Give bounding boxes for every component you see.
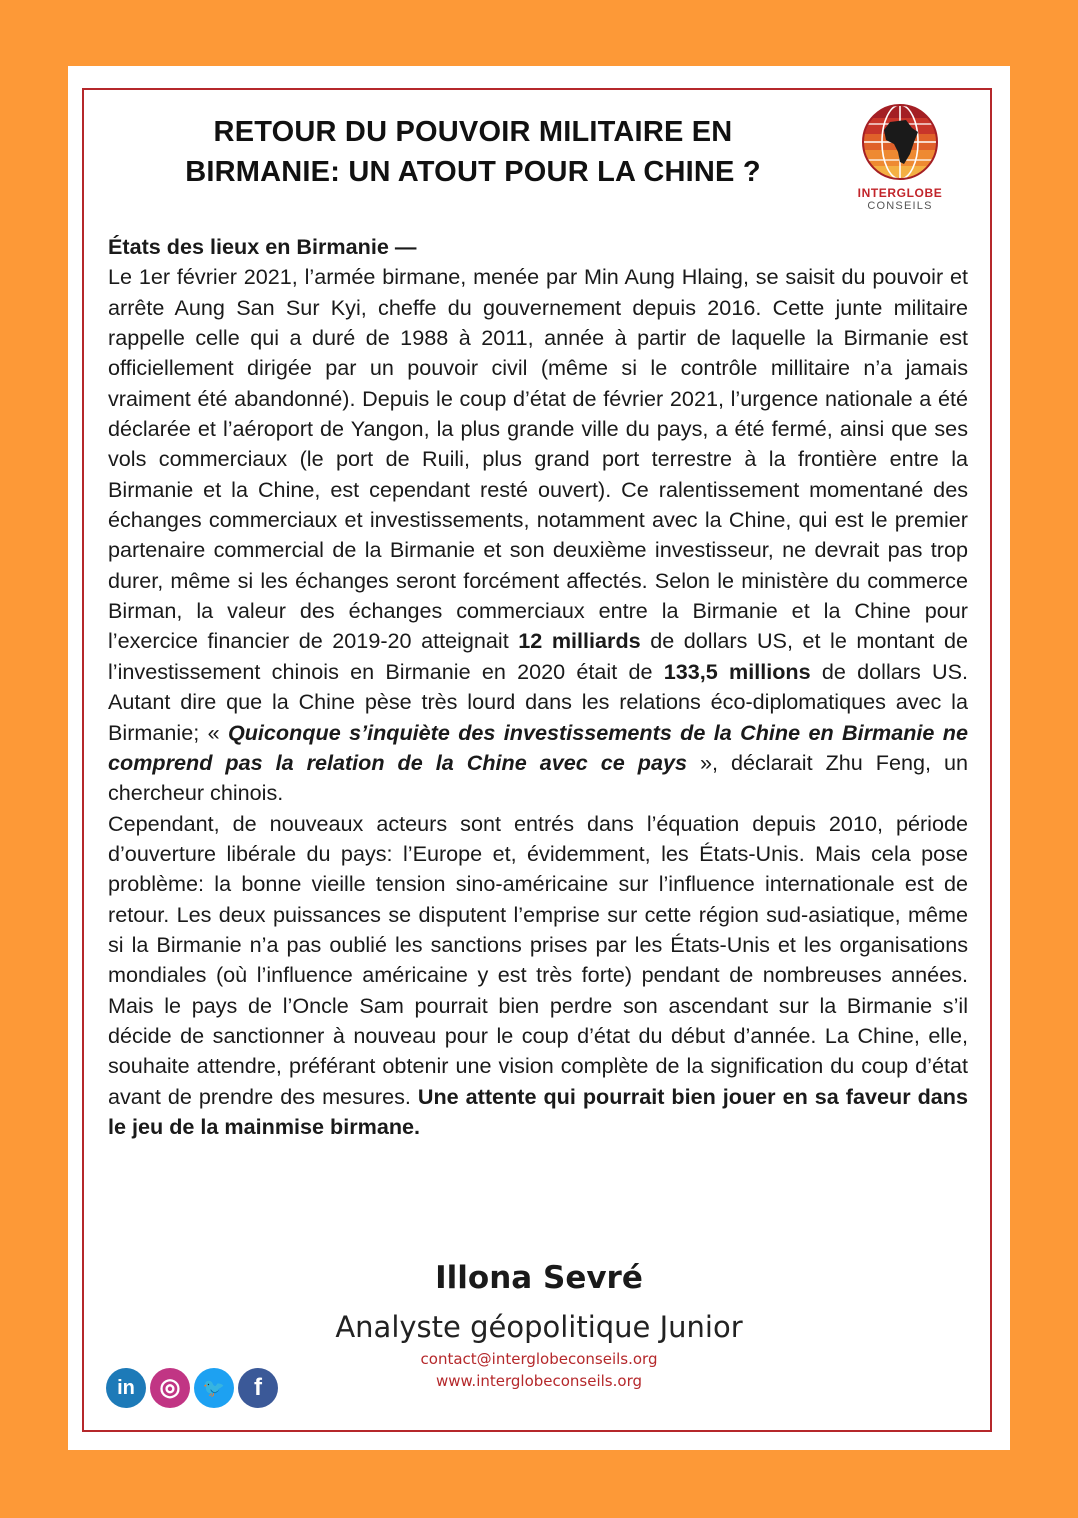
p1-text-1: Le 1er février 2021, l’armée birmane, menée par Min Aung Hlaing, se saisit du pouvoir et arrête Aung San Sur Kyi, cheffe du gouvernement depuis 2016. Cette junte militaire rappelle celle qui a duré de 1988 à 2011, année à partir de laquelle la Birmanie est officiellement dirigée par un pouvoir civil (même si le contrôle millitaire n’a jamais vraiment été abandonné). Depuis le coup d’état de février 2021, l’urgence nationale a été déclarée et l’aéroport de Yangon, la plus grande ville du pays, a été fermé, ainsi que ses vols commerciaux (le port de Ruili, plus grand port terrestre à la frontière entre la Birmanie et la Chine, est cependant resté ouvert). Ce ralentissement momentané des échanges commerciaux et investissements, notamment avec la Chine, qui est le premier partenaire commercial de la Birmanie et son deuxième investisseur, ne devrait pas trop durer, même si les échanges seront forcément affectés. Selon le ministère du commerce Birman, la valeur des échanges commerciaux entre la Birmanie et la Chine pour l’exercice financier de 2019-20 atteignait	[108, 264, 968, 654]
facebook-icon[interactable]: f	[238, 1368, 278, 1408]
p1-quote: Quiconque s’inquiète des investissements de la Chine en Birmanie ne comprend pas la relation de la Chine avec ce pays	[108, 719, 968, 775]
linkedin-icon[interactable]: in	[106, 1368, 146, 1408]
p1-text-3: de dollars US. Autant dire que la Chine pèse très lourd dans les relations éco-diplomatiques avec la Birmanie; «	[108, 658, 968, 745]
paragraph-1	[108, 262, 968, 808]
logo-name: INTERGLOBE	[857, 186, 943, 200]
author-role: Analyste géopolitique Junior	[335, 1310, 743, 1344]
globe-africa-icon	[860, 102, 940, 182]
p2-bold-1: Une attente qui pourrait bien jouer en sa faveur dans le jeu de la mainmise birmane.	[108, 1083, 968, 1139]
p1-text-4: », déclarait Zhu Feng, un chercheur chinois.	[108, 749, 968, 806]
contact-website[interactable]: www.interglobeconseils.org	[436, 1372, 642, 1390]
article-title	[108, 112, 838, 192]
page-sheet	[68, 66, 1010, 1450]
p2-text-1: Cependant, de nouveaux acteurs sont entrés dans l’équation depuis 2010, période d’ouverture libérale du pays: l’Europe et, évidemment, les États-Unis. Mais cela pose problème: la bonne vieille tension sino-américaine sur l’influence internationale est de retour. Les deux puissances se disputent l’emprise sur cette région sud-asiatique, même si la Birmanie n’a pas oublié les sanctions prises par les États-Unis et les organisations mondiales (où l’influence américaine y est très forte) pendant de nombreuses années. Mais le pays de l’Oncle Sam pourrait bien perdre son ascendant sur la Birmanie s’il décide de sanctionner à nouveau pour le coup d’état du début d’année. La Chine, elle, souhaite attendre, préférant obtenir une vision complète de la signification du coup d’état avant de prendre des mesures.	[108, 810, 968, 1109]
interglobe-logo	[852, 102, 948, 218]
title-line-1: RETOUR DU POUVOIR MILITAIRE EN	[213, 116, 733, 148]
article-body	[108, 232, 968, 1142]
title-line-2: BIRMANIE: UN ATOUT POUR LA CHINE ?	[185, 156, 761, 188]
author-name: Illona Sevré	[435, 1260, 643, 1296]
logo-sub: CONSEILS	[867, 200, 933, 212]
paragraph-2	[108, 809, 968, 1143]
p1-text-2: de dollars US, et le montant de l’investissement chinois en Birmanie en 2020 était de	[108, 628, 968, 684]
p1-bold-1: 12 milliards	[518, 628, 641, 654]
instagram-icon[interactable]: ◎	[150, 1368, 190, 1408]
contact-email[interactable]: contact@interglobeconseils.org	[420, 1350, 658, 1368]
twitter-icon[interactable]: 🐦	[194, 1368, 234, 1408]
p1-bold-2: 133,5 millions	[663, 658, 811, 684]
section-heading: États des lieux en Birmanie —	[108, 234, 417, 259]
